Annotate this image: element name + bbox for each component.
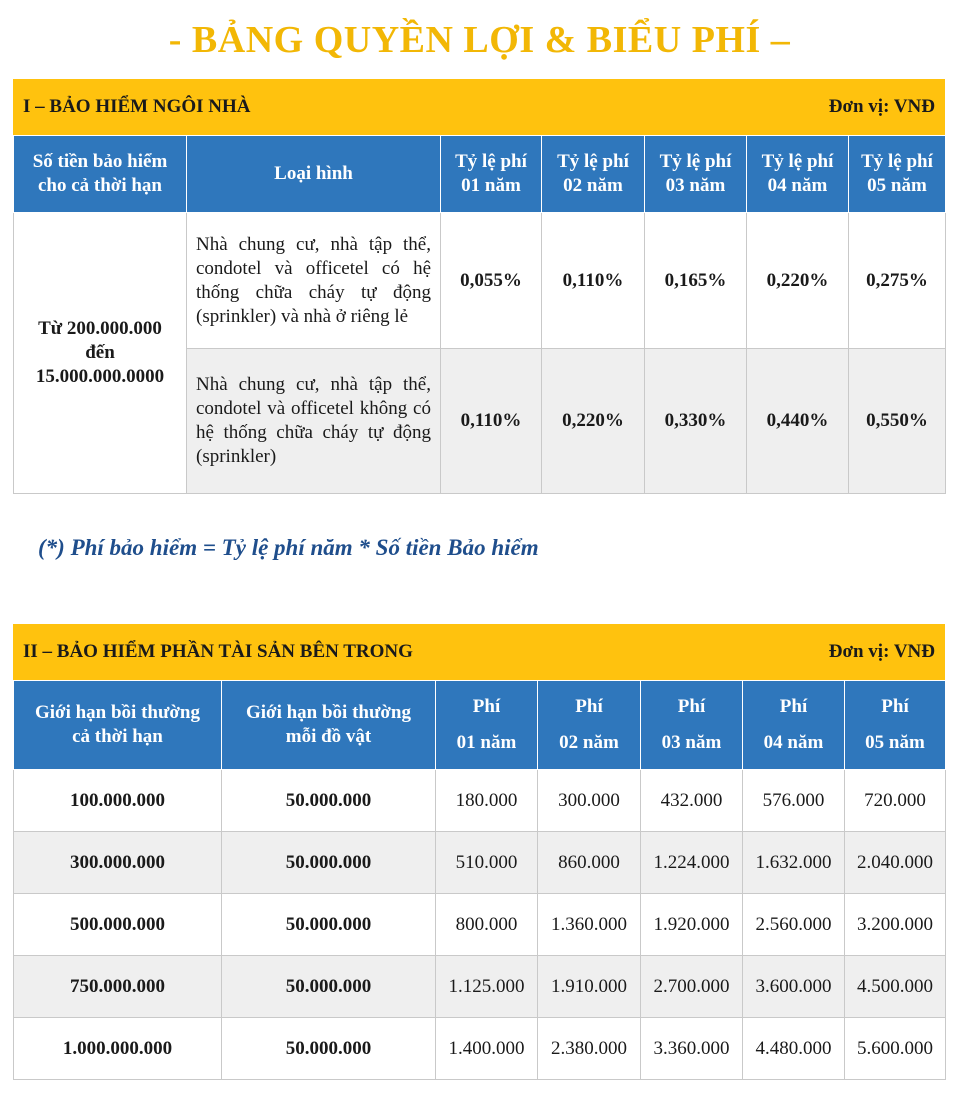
fee-cell: 3.600.000 (743, 956, 845, 1018)
fee-cell: 180.000 (436, 770, 538, 832)
rate-cell: 0,275% (849, 213, 946, 349)
header-sum-insured: Số tiền bảo hiểm cho cả thời hạn (14, 136, 187, 213)
home-insurance-table (13, 135, 946, 494)
header-limit-item: Giới hạn bồi thường mỗi đồ vật (222, 681, 436, 770)
fee-cell: 432.000 (641, 770, 743, 832)
section-2-title: II – BẢO HIỂM PHẦN TÀI SẢN BÊN TRONG (23, 641, 413, 662)
fee-cell: 1.125.000 (436, 956, 538, 1018)
rate-cell: 0,055% (441, 213, 542, 349)
page-title: - BẢNG QUYỀN LỢI & BIỂU PHÍ – (168, 19, 791, 61)
property-type: Nhà chung cư, nhà tập thể, condotel và officetel có hệ thống chữa cháy tự động (sprinkler) và nhà ở riêng lẻ (187, 213, 441, 349)
property-type: Nhà chung cư, nhà tập thể, condotel và officetel không có hệ thống chữa cháy tự động (sprinkler) (187, 349, 441, 494)
limit-total-cell: 750.000.000 (14, 956, 222, 1018)
fee-cell: 510.000 (436, 832, 538, 894)
rate-cell: 0,440% (747, 349, 849, 494)
sum-insured-range: Từ 200.000.000 đến 15.000.000.0000 (14, 213, 187, 494)
table-row (14, 832, 946, 894)
fee-cell: 720.000 (845, 770, 946, 832)
header-rate-3y: Tỷ lệ phí 03 năm (645, 136, 747, 213)
fee-cell: 1.360.000 (538, 894, 641, 956)
rate-cell: 0,165% (645, 213, 747, 349)
header-fee-5y: Phí 05 năm (845, 681, 946, 770)
header-rate-5y: Tỷ lệ phí 05 năm (849, 136, 946, 213)
fee-cell: 576.000 (743, 770, 845, 832)
table-row (14, 1018, 946, 1080)
limit-item-cell: 50.000.000 (222, 1018, 436, 1080)
premium-formula: (*) Phí bảo hiểm = Tỷ lệ phí năm * Số tiền Bảo hiểm (38, 535, 539, 560)
table-row (14, 770, 946, 832)
table-row (14, 956, 946, 1018)
fee-cell: 1.224.000 (641, 832, 743, 894)
limit-total-cell: 300.000.000 (14, 832, 222, 894)
table-row (14, 213, 946, 349)
limit-item-cell: 50.000.000 (222, 894, 436, 956)
fee-cell: 1.400.000 (436, 1018, 538, 1080)
section-2-bar (13, 624, 945, 680)
section-1-unit: Đơn vị: VNĐ (828, 96, 935, 117)
fee-cell: 4.500.000 (845, 956, 946, 1018)
fee-cell: 2.700.000 (641, 956, 743, 1018)
header-fee-2y: Phí 02 năm (538, 681, 641, 770)
header-rate-2y: Tỷ lệ phí 02 năm (542, 136, 645, 213)
section-1-bar (13, 79, 945, 135)
table-row (14, 894, 946, 956)
rate-cell: 0,220% (747, 213, 849, 349)
header-fee-4y: Phí 04 năm (743, 681, 845, 770)
fee-cell: 5.600.000 (845, 1018, 946, 1080)
header-rate-1y: Tỷ lệ phí 01 năm (441, 136, 542, 213)
header-limit-total: Giới hạn bồi thường cả thời hạn (14, 681, 222, 770)
section-1-title: I – BẢO HIỂM NGÔI NHÀ (23, 96, 251, 117)
table-header-row (14, 136, 946, 213)
fee-cell: 860.000 (538, 832, 641, 894)
fee-cell: 3.200.000 (845, 894, 946, 956)
limit-item-cell: 50.000.000 (222, 770, 436, 832)
limit-item-cell: 50.000.000 (222, 956, 436, 1018)
rate-cell: 0,220% (542, 349, 645, 494)
fee-cell: 800.000 (436, 894, 538, 956)
header-type: Loại hình (187, 136, 441, 213)
fee-cell: 1.632.000 (743, 832, 845, 894)
section-2-unit: Đơn vị: VNĐ (828, 641, 935, 662)
fee-cell: 3.360.000 (641, 1018, 743, 1080)
fee-cell: 1.910.000 (538, 956, 641, 1018)
fee-cell: 2.040.000 (845, 832, 946, 894)
fee-cell: 300.000 (538, 770, 641, 832)
rate-cell: 0,110% (542, 213, 645, 349)
rate-cell: 0,550% (849, 349, 946, 494)
limit-total-cell: 1.000.000.000 (14, 1018, 222, 1080)
rate-cell: 0,330% (645, 349, 747, 494)
header-fee-3y: Phí 03 năm (641, 681, 743, 770)
contents-insurance-table (13, 680, 946, 1080)
rate-cell: 0,110% (441, 349, 542, 494)
fee-cell: 2.560.000 (743, 894, 845, 956)
limit-total-cell: 100.000.000 (14, 770, 222, 832)
limit-item-cell: 50.000.000 (222, 832, 436, 894)
table-header-row (14, 681, 946, 770)
fee-cell: 2.380.000 (538, 1018, 641, 1080)
limit-total-cell: 500.000.000 (14, 894, 222, 956)
header-rate-4y: Tỷ lệ phí 04 năm (747, 136, 849, 213)
fee-cell: 4.480.000 (743, 1018, 845, 1080)
header-fee-1y: Phí 01 năm (436, 681, 538, 770)
fee-cell: 1.920.000 (641, 894, 743, 956)
